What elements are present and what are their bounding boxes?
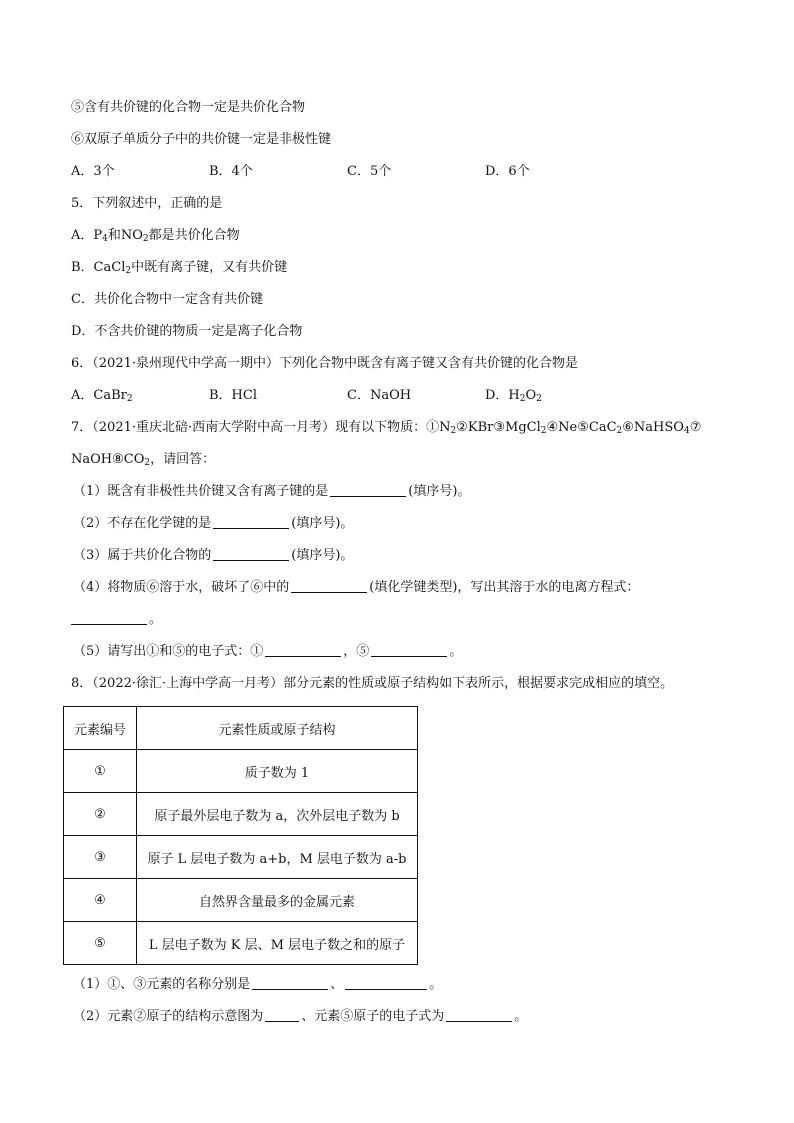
q5-option-d: D．不含共价键的物质一定是离子化合物 <box>71 324 303 339</box>
table-cell: L 层电子数为 K 层、M 层电子数之和的原子 <box>137 922 418 965</box>
q6-option-b: B．HCl <box>209 388 257 403</box>
statement-5: ⑤含有共价键的化合物一定是共价化合物 <box>71 100 306 115</box>
q7-part-5: （5）请写出①和⑤的电子式：① ，⑤ 。 <box>73 644 463 659</box>
q7-part-3: （3）属于共价化合物的 (填序号)。 <box>73 548 354 563</box>
q5-option-b: B．CaCl$_2$中既有离子键，又有共价键 <box>71 260 288 276</box>
option-c: C．5个 <box>347 164 392 179</box>
q4-options <box>71 156 731 188</box>
table-row <box>64 922 418 965</box>
table-row <box>64 750 418 793</box>
q7-part-4-cont: 。 <box>71 604 731 636</box>
table-cell: 原子最外层电子数为 a，次外层电子数为 b <box>137 793 418 836</box>
q8-part-1: （1）①、③元素的名称分别是 、 。 <box>73 977 443 992</box>
table-cell: 自然界含量最多的金属元素 <box>137 879 418 922</box>
table-cell: 质子数为 1 <box>137 750 418 793</box>
table-cell: 原子 L 层电子数为 a+b，M 层电子数为 a-b <box>137 836 418 879</box>
answer-blank[interactable] <box>265 1007 299 1022</box>
option-b: B．4个 <box>209 164 253 179</box>
answer-blank[interactable] <box>252 975 328 990</box>
table-header: 元素性质或原子结构 <box>137 707 418 750</box>
answer-blank[interactable] <box>446 1007 512 1022</box>
answer-blank[interactable] <box>213 546 289 561</box>
table-header: 元素编号 <box>64 707 137 750</box>
q8-part-2: （2）元素②原子的结构示意图为 、元素⑤原子的电子式为 。 <box>73 1009 528 1024</box>
q5-stem: 5．下列叙述中，正确的是 <box>71 196 223 211</box>
worksheet-page <box>71 92 731 1033</box>
answer-blank[interactable] <box>265 642 341 657</box>
answer-blank[interactable] <box>213 514 289 529</box>
option-d: D．6个 <box>485 164 530 179</box>
q5-option-c: C．共价化合物中一定含有共价键 <box>71 292 263 307</box>
statement-6: ⑥双原子单质分子中的共价键一定是非极性键 <box>71 132 332 147</box>
q7-part-2: （2）不存在化学键的是 (填序号)。 <box>73 516 354 531</box>
table-cell: ③ <box>64 836 137 879</box>
q6-option-d: D．$H_2O_2$ <box>485 388 542 404</box>
option-a: A．3个 <box>71 164 115 179</box>
table-header-row <box>64 707 418 750</box>
table-row <box>64 793 418 836</box>
q8-stem: 8．（2022·徐汇·上海中学高一月考）部分元素的性质或原子结构如下表所示，根据要求完成相应的填空。 <box>71 676 674 691</box>
q7-part-1: （1）既含有非极性共价键又含有离子键的是 (填序号)。 <box>73 484 471 499</box>
table-cell: ⑤ <box>64 922 137 965</box>
q7-stem-line1: 7．（2021·重庆北碚·西南大学附中高一月考）现有以下物质：$①N_2②KBr③MgCl_2④Ne⑤CaC_2⑥NaHSO_4⑦$ <box>71 420 702 436</box>
answer-blank[interactable] <box>345 975 427 990</box>
q6-option-c: C．NaOH <box>347 388 412 403</box>
table-row <box>64 836 418 879</box>
answer-blank[interactable] <box>291 578 367 593</box>
answer-blank[interactable] <box>71 610 147 625</box>
q5-option-a: A．$P_4$和$NO_2$都是共价化合物 <box>71 228 240 244</box>
table-cell: ④ <box>64 879 137 922</box>
q6-option-a: A．CaBr$_2$ <box>71 388 133 404</box>
q6-stem: 6．（2021·泉州现代中学高一期中）下列化合物中既含有离子键又含有共价键的化合物是 <box>71 356 578 371</box>
table-row <box>64 879 418 922</box>
element-table <box>63 706 418 965</box>
q7-stem-line2: $NaOH⑧CO_2$，请回答： <box>71 452 216 468</box>
q6-options <box>71 380 731 412</box>
answer-blank[interactable] <box>371 642 447 657</box>
table-cell: ② <box>64 793 137 836</box>
q7-part-4: （4）将物质⑥溶于水，破坏了⑥中的 (填化学键类型)，写出其溶于水的电离方程式： <box>73 580 640 595</box>
table-cell: ① <box>64 750 137 793</box>
answer-blank[interactable] <box>330 482 406 497</box>
